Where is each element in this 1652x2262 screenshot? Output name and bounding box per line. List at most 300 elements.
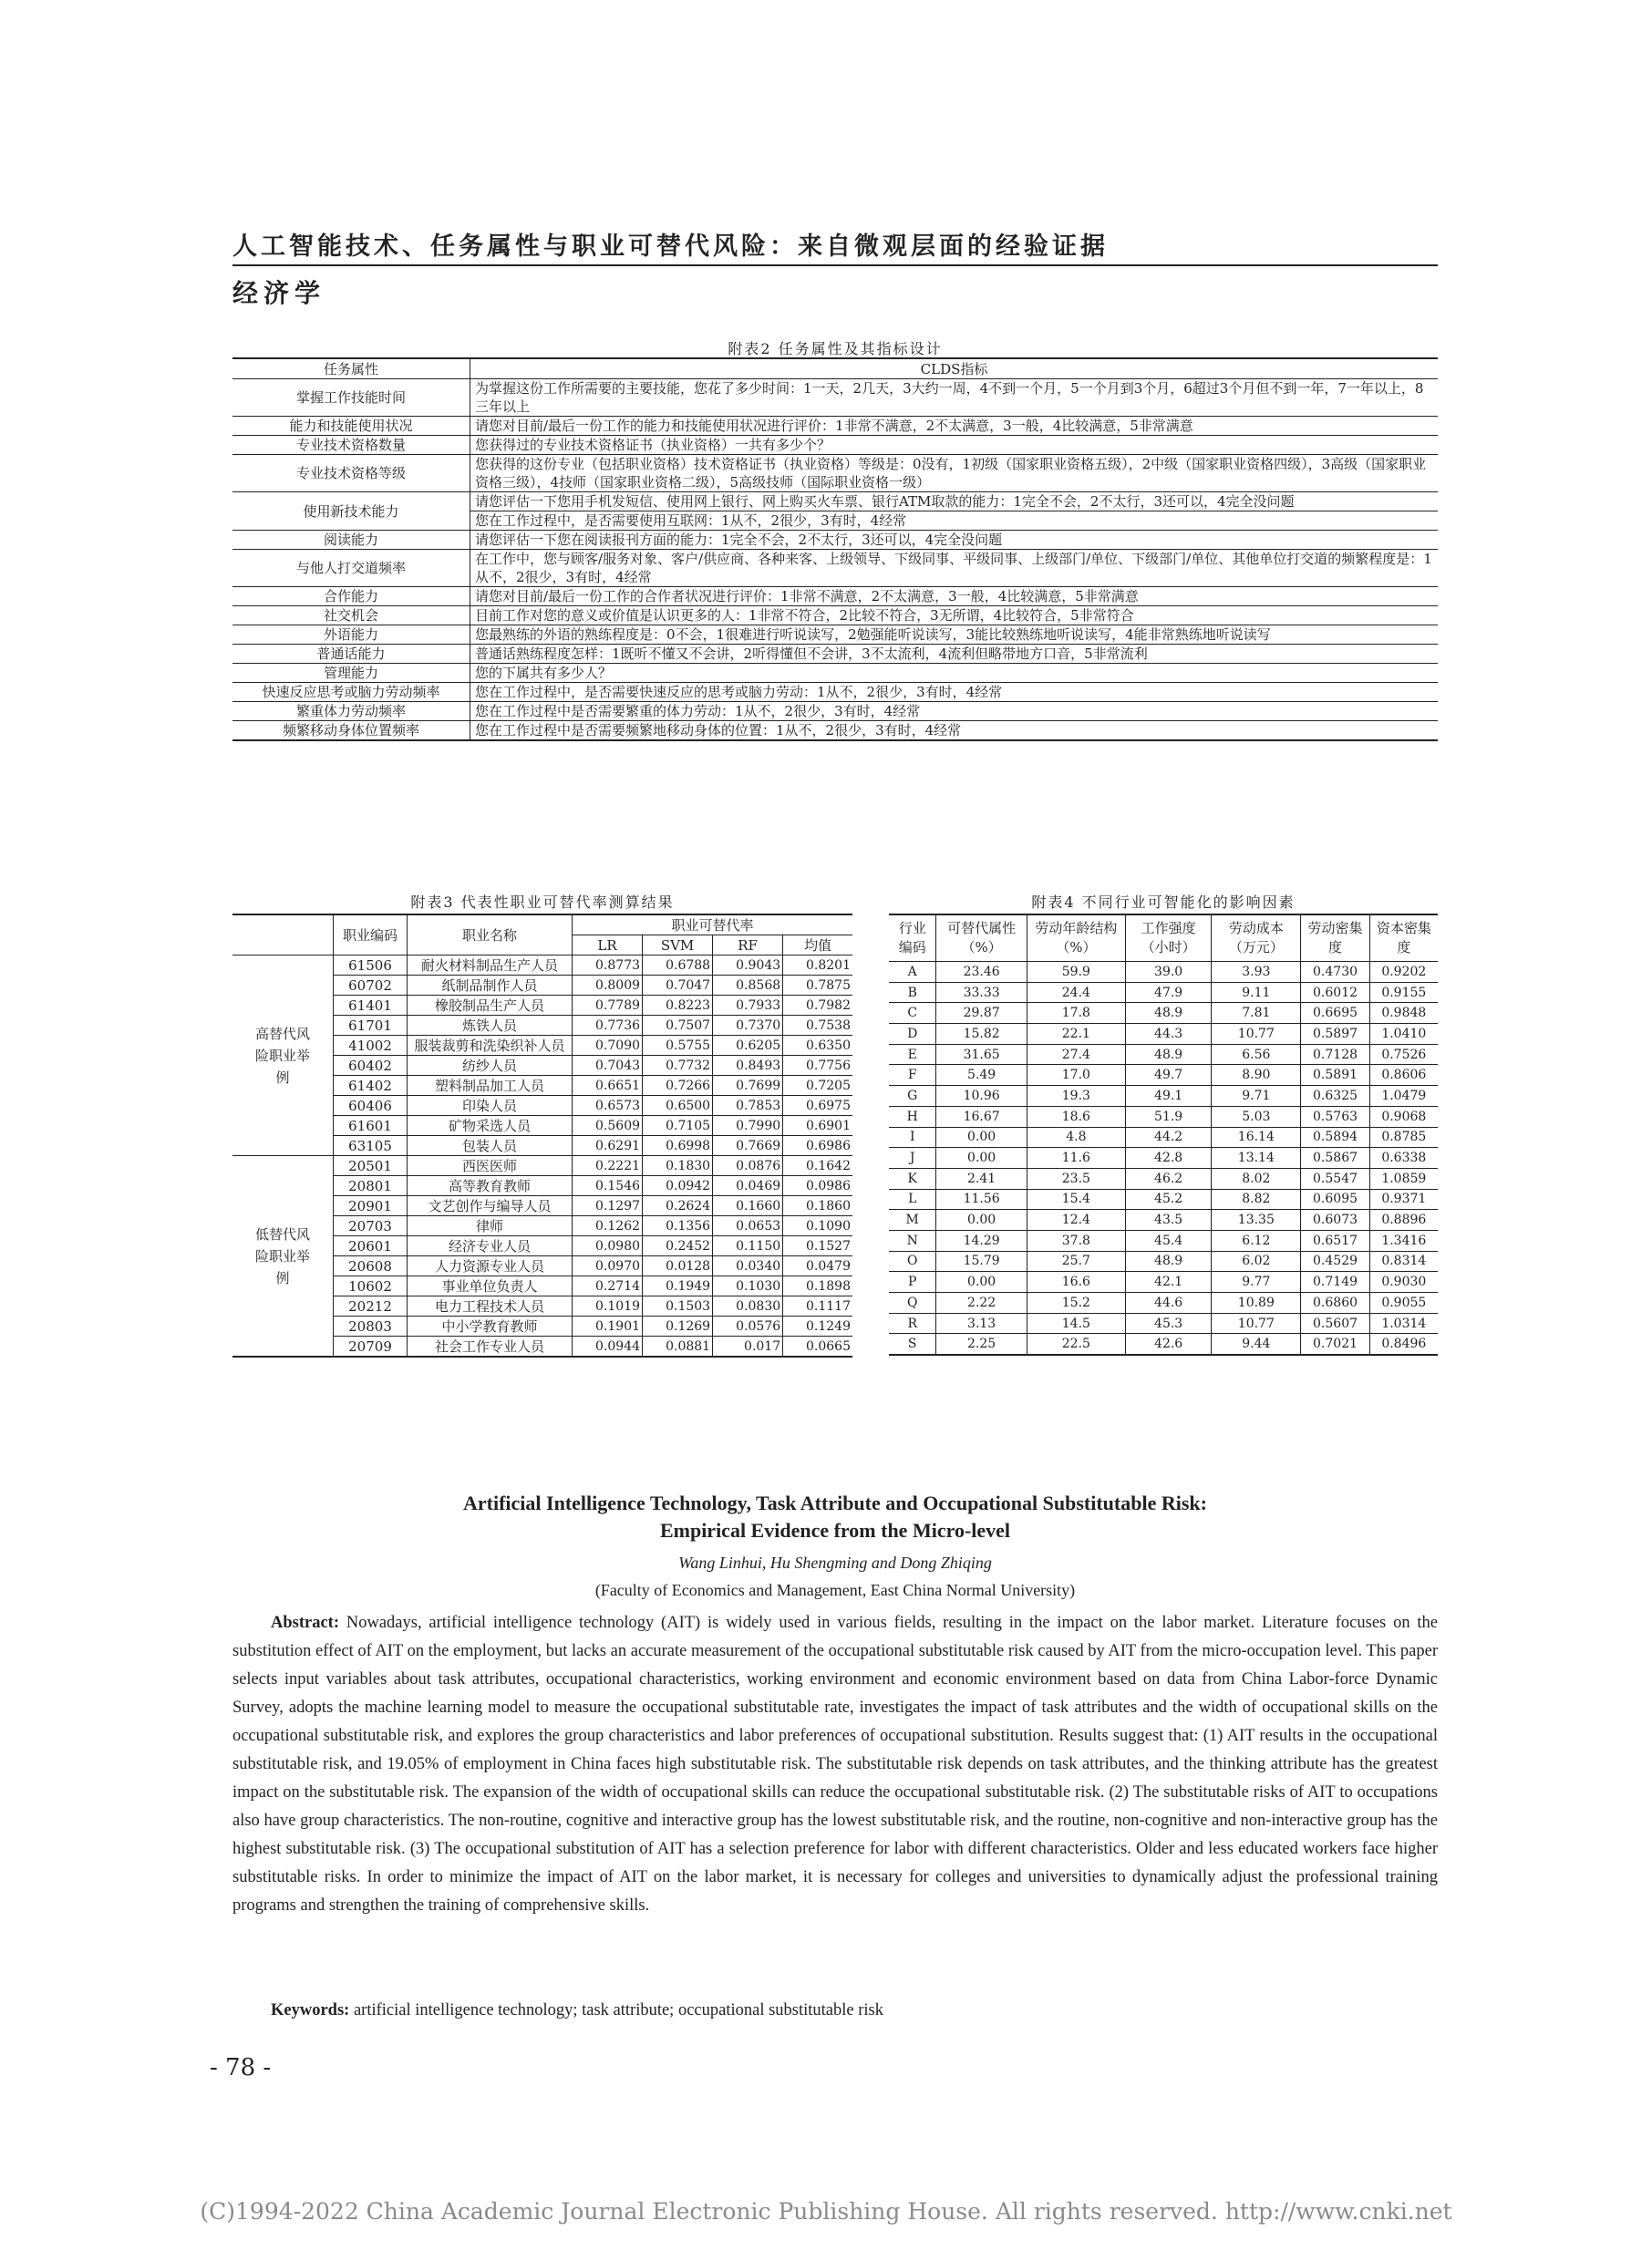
table4-cell: 0.7021 [1301,1334,1369,1355]
table4-cell: 13.14 [1212,1148,1301,1169]
table3-rate-cell: 0.7982 [783,996,852,1016]
table4-cell: 10.89 [1212,1293,1301,1314]
table4-cell: 9.71 [1212,1086,1301,1107]
table4-cell: 45.3 [1125,1313,1211,1334]
table2-caption: 附表2 任务属性及其指标设计 [728,340,943,357]
page-number: - 78 - [210,2054,272,2081]
table3-rate-cell: 0.7732 [643,1056,713,1076]
table2-attr-cell: 社交机会 [232,606,470,625]
table3-rate-cell: 0.7205 [783,1076,852,1096]
table3-row [232,1156,852,1176]
table2-indicator-cell: 在工作中，您与顾客/服务对象、客户/供应商、各种来客、上级领导、下级同事、平级同事、上级部门/单位、下级部门/单位、其他单位打交道的频繁程度是：1从不，2很少，3有时，4经常 [470,550,1439,587]
table3-header-name: 职业名称 [408,914,573,955]
table4-cell: 14.29 [936,1230,1027,1251]
table4-row [889,1251,1438,1272]
table4-cell: 9.77 [1212,1272,1301,1293]
table4-row [889,1272,1438,1293]
table3-rate-cell: 0.0970 [573,1256,643,1276]
table3-rate-cell: 0.1019 [573,1296,643,1317]
table4-cell: 10.77 [1212,1024,1301,1045]
table4-caption: 附表4 不同行业可智能化的影响因素 [1031,893,1296,911]
table3-code-cell: 61506 [334,955,408,976]
table4-cell: 1.0314 [1369,1313,1438,1334]
table4-cell: 0.8314 [1369,1251,1438,1272]
table2-row [232,683,1438,702]
table2-indicator-cell: 您在工作过程中是否需要繁重的体力劳动：1从不，2很少，3有时，4经常 [470,702,1439,721]
table4-row [889,982,1438,1003]
table4-cell: L [889,1189,936,1210]
table3-subheader: SVM [643,935,713,955]
table3-subheader: 均值 [783,935,852,955]
table2-attr-cell: 与他人打交道频率 [232,550,470,587]
table4-cell: 0.9371 [1369,1189,1438,1210]
table4-cell: 48.9 [1125,1044,1211,1065]
table2-row [232,587,1438,606]
table3-header-blank [232,914,334,955]
table2-row [232,417,1438,436]
table4-cell: 0.5891 [1301,1065,1369,1086]
table3-rate-cell: 0.1090 [783,1216,852,1236]
table4-cell: 3.13 [936,1313,1027,1334]
table4-cell: 51.9 [1125,1106,1211,1127]
table3-rate-cell: 0.1150 [713,1236,783,1256]
table3-rate-cell: 0.0881 [643,1337,713,1358]
table4-cell: 48.9 [1125,1251,1211,1272]
table4-cell: P [889,1272,936,1293]
table2-row [232,455,1438,492]
table4-cell: 31.65 [936,1044,1027,1065]
table4-cell: 0.4730 [1301,962,1369,983]
table4-cell: 44.2 [1125,1127,1211,1148]
table2-indicator-cell: 您在工作过程中是否需要频繁地移动身体的位置：1从不，2很少，3有时，4经常 [470,721,1439,741]
table2-indicator-cell: 您在工作过程中，是否需要使用互联网：1从不，2很少，3有时，4经常 [470,511,1439,531]
table3-rate-cell: 0.0653 [713,1216,783,1236]
table3-code-cell: 20703 [334,1216,408,1236]
table4-cell: 44.3 [1125,1024,1211,1045]
table2-header-attr: 任务属性 [232,358,470,379]
english-authors: Wang Linhui, Hu Shengming and Dong Zhiqing [678,1554,992,1572]
table2-attr-cell: 使用新技术能力 [232,492,470,531]
table2-indicator-cell: 您获得的这份专业（包括职业资格）技术资格证书（执业资格）等级是：0没有，1初级（国家职业资格五级），2中级（国家职业资格四级），3高级（国家职业资格三级），4技师（国家职业资格二级），5高级技师（国际职业资格一级） [470,455,1439,492]
table4-row [889,1065,1438,1086]
table4-row [889,1106,1438,1127]
table3-code-cell: 20501 [334,1156,408,1176]
table4-cell: M [889,1210,936,1231]
table4-cell: 8.02 [1212,1168,1301,1189]
table3-rate-cell: 0.0665 [783,1337,852,1358]
table4-cell: 0.5607 [1301,1313,1369,1334]
table3-rate-cell: 0.2452 [643,1236,713,1256]
running-header-title: 人工智能技术、任务属性与职业可替代风险：来自微观层面的经验证据 [232,232,1109,261]
table4-cell: 0.00 [936,1127,1027,1148]
table3-rate-cell: 0.017 [713,1337,783,1358]
table3-rate-cell: 0.0830 [713,1296,783,1317]
table4-cell: 12.4 [1027,1210,1125,1231]
table4-row [889,1168,1438,1189]
table4-cell: 1.0859 [1369,1168,1438,1189]
abstract-label: Abstract: [271,1614,340,1632]
table4-header-cell: 工作强度（小时） [1125,914,1211,962]
table4-cell: E [889,1044,936,1065]
table3-rate-cell: 0.1546 [573,1176,643,1196]
table3-code-cell: 20709 [334,1337,408,1358]
table3-rate-cell: 0.2714 [573,1276,643,1296]
table2-header-clds: CLDS指标 [470,358,1439,379]
table3-name-cell: 塑料制品加工人员 [408,1076,573,1096]
table3-rate-cell: 0.5609 [573,1116,643,1136]
table4-cell: 15.79 [936,1251,1027,1272]
table3-name-cell: 纸制品制作人员 [408,976,573,996]
table4-cell: 49.7 [1125,1065,1211,1086]
table4-cell: 42.1 [1125,1272,1211,1293]
table3-row [232,955,852,976]
table3-rate-cell: 0.1297 [573,1196,643,1216]
table4-header-cell: 劳动密集度 [1301,914,1369,962]
table2-indicator-cell: 请您评估一下您在阅读报刊方面的能力：1完全不会，2不太行，3还可以，4完全没问题 [470,531,1439,550]
table4-cell: 27.4 [1027,1044,1125,1065]
table3-rate-cell: 0.1527 [783,1236,852,1256]
header-rule [232,264,1438,266]
table4-row [889,1086,1438,1107]
table4-cell: 0.5867 [1301,1148,1369,1169]
table2-indicator-cell: 您最熟练的外语的熟练程度是：0不会，1很难进行听说读写，2勉强能听说读写，3能比较熟练地听说读写，4能非常熟练地听说读写 [470,625,1439,645]
keywords-label: Keywords: [271,2001,350,2019]
table3-rate-cell: 0.1830 [643,1156,713,1176]
table3-name-cell: 高等教育教师 [408,1176,573,1196]
table3-rate-cell: 0.6573 [573,1096,643,1116]
english-title-line2: Empirical Evidence from the Micro-level [659,1519,1011,1542]
table2 [232,357,1438,741]
table4-cell: 0.8606 [1369,1065,1438,1086]
table3-rate-cell: 0.0479 [783,1256,852,1276]
table4-cell: 24.4 [1027,982,1125,1003]
table4-header-cell: 可替代属性（%） [936,914,1027,962]
table3-rate-cell: 0.5755 [643,1036,713,1056]
table3-name-cell: 橡胶制品生产人员 [408,996,573,1016]
table3-rate-cell: 0.8568 [713,976,783,996]
table3-rate-cell: 0.6651 [573,1076,643,1096]
table4-cell: 48.9 [1125,1003,1211,1024]
table3-rate-cell: 0.6350 [783,1036,852,1056]
abstract-paragraph [232,1609,1438,1920]
table4-cell: 0.00 [936,1210,1027,1231]
table3-rate-cell: 0.7090 [573,1036,643,1056]
table3-code-cell: 20803 [334,1317,408,1337]
table3-code-cell: 60402 [334,1056,408,1076]
table4-cell: D [889,1024,936,1045]
table4-cell: 0.6012 [1301,982,1369,1003]
table4-cell: 0.6860 [1301,1293,1369,1314]
table3-name-cell: 中小学教育教师 [408,1317,573,1337]
table3-code-cell: 60702 [334,976,408,996]
table3-code-cell: 63105 [334,1136,408,1156]
table4-cell: 23.46 [936,962,1027,983]
table4-cell: 11.6 [1027,1148,1125,1169]
table4-cell: 0.5897 [1301,1024,1369,1045]
table3-rate-cell: 0.1356 [643,1216,713,1236]
table4-row [889,1334,1438,1355]
table4-cell: 0.9202 [1369,962,1438,983]
table4-cell: 7.81 [1212,1003,1301,1024]
table4-cell: 0.8896 [1369,1210,1438,1231]
table3-rate-cell: 0.0980 [573,1236,643,1256]
table3-rate-cell: 0.7875 [783,976,852,996]
table3-rate-cell: 0.9043 [713,955,783,976]
table2-row [232,606,1438,625]
table3-name-cell: 服装裁剪和洗染织补人员 [408,1036,573,1056]
table3-rate-cell: 0.2624 [643,1196,713,1216]
table3-rate-cell: 0.6998 [643,1136,713,1156]
table4-cell: 39.0 [1125,962,1211,983]
table4-cell: 16.6 [1027,1272,1125,1293]
table3-subheader: RF [713,935,783,955]
table4-cell: I [889,1127,936,1148]
table2-row [232,436,1438,455]
table4-cell: 23.5 [1027,1168,1125,1189]
table2-row [232,645,1438,664]
table3-rate-cell: 0.0576 [713,1317,783,1337]
table3-rate-cell: 0.8009 [573,976,643,996]
table4-cell: 43.5 [1125,1210,1211,1231]
table4-cell: 1.3416 [1369,1230,1438,1251]
table3-group-label: 高替代风险职业举例 [232,955,334,1156]
table4-cell: 47.9 [1125,982,1211,1003]
table4-cell: 37.8 [1027,1230,1125,1251]
table3-rate-cell: 0.0986 [783,1176,852,1196]
table4-cell: 0.9030 [1369,1272,1438,1293]
table3-rate-cell: 0.1503 [643,1296,713,1317]
table4-cell: 0.8785 [1369,1127,1438,1148]
table4-cell: 0.00 [936,1272,1027,1293]
table2-attr-cell: 外语能力 [232,625,470,645]
table3-rate-cell: 0.8201 [783,955,852,976]
table4-cell: 0.7526 [1369,1044,1438,1065]
table3-rate-cell: 0.7538 [783,1016,852,1036]
table4-row [889,1313,1438,1334]
table3-rate-cell: 0.7043 [573,1056,643,1076]
table3-rate-cell: 0.8223 [643,996,713,1016]
table4-cell: 42.6 [1125,1334,1211,1355]
table2-attr-cell: 繁重体力劳动频率 [232,702,470,721]
table2-indicator-cell: 您在工作过程中，是否需要快速反应的思考或脑力劳动：1从不，2很少，3有时，4经常 [470,683,1439,702]
table4-cell: 9.11 [1212,982,1301,1003]
table3-name-cell: 西医医师 [408,1156,573,1176]
table4-header-cell: 劳动成本（万元） [1212,914,1301,962]
table4-cell: N [889,1230,936,1251]
table3-name-cell: 律师 [408,1216,573,1236]
table2-attr-cell: 阅读能力 [232,531,470,550]
table3-rate-cell: 0.0340 [713,1256,783,1276]
table4-row [889,1230,1438,1251]
table4-cell: 59.9 [1027,962,1125,983]
table4-cell: 46.2 [1125,1168,1211,1189]
table4-row [889,1210,1438,1231]
table3-rate-cell: 0.7699 [713,1076,783,1096]
table3-code-cell: 20601 [334,1236,408,1256]
table4-cell: 0.5547 [1301,1168,1369,1189]
table4-cell: 2.22 [936,1293,1027,1314]
table2-indicator-cell: 为掌握这份工作所需要的主要技能，您花了多少时间：1一天，2几天，3大约一周，4不到一个月，5一个月到3个月，6超过3个月但不到一年，7一年以上，8三年以上 [470,379,1439,417]
table4-row [889,1293,1438,1314]
table3-rate-cell: 0.1269 [643,1317,713,1337]
table4-cell: 6.56 [1212,1044,1301,1065]
table3-code-cell: 61601 [334,1116,408,1136]
table4-cell: 14.5 [1027,1313,1125,1334]
table2-row [232,379,1438,417]
table4-cell: 22.5 [1027,1334,1125,1355]
table3-name-cell: 耐火材料制品生产人员 [408,955,573,976]
table2-row [232,702,1438,721]
table4-cell: 17.8 [1027,1003,1125,1024]
table3-rate-cell: 0.6291 [573,1136,643,1156]
table2-indicator-cell: 请您评估一下您用手机发短信、使用网上银行、网上购买火车票、银行ATM取款的能力：1完全不会，2不太行，3还可以，4完全没问题 [470,492,1439,511]
table4-cell: 2.25 [936,1334,1027,1355]
keywords-line [271,2001,883,2020]
table4-cell: 0.9068 [1369,1106,1438,1127]
table3-rate-cell: 0.7105 [643,1116,713,1136]
table2-row [232,492,1438,511]
table4-cell: 10.96 [936,1086,1027,1107]
table3-code-cell: 61402 [334,1076,408,1096]
table2-attr-cell: 专业技术资格等级 [232,455,470,492]
table4-cell: C [889,1003,936,1024]
table3-rate-cell: 0.1262 [573,1216,643,1236]
table3-name-cell: 炼铁人员 [408,1016,573,1036]
table4-cell: 5.49 [936,1065,1027,1086]
table3-header-code: 职业编码 [334,914,408,955]
table4-cell: 0.7149 [1301,1272,1369,1293]
table3-rate-cell: 0.2221 [573,1156,643,1176]
table4-cell: 22.1 [1027,1024,1125,1045]
table4-cell: 5.03 [1212,1106,1301,1127]
table3-name-cell: 经济专业人员 [408,1236,573,1256]
table4-cell: 29.87 [936,1003,1027,1024]
table2-attr-cell: 快速反应思考或脑力劳动频率 [232,683,470,702]
table4-header-cell: 行业编码 [889,914,936,962]
table3-rate-cell: 0.7507 [643,1016,713,1036]
table4-cell: 15.2 [1027,1293,1125,1314]
table2-indicator-cell: 目前工作对您的意义或价值是认识更多的人：1非常不符合，2比较不符合，3无所谓，4比较符合，5非常符合 [470,606,1439,625]
table3-rate-cell: 0.7669 [713,1136,783,1156]
table4-cell: 8.82 [1212,1189,1301,1210]
table2-attr-cell: 管理能力 [232,664,470,683]
table4-cell: 2.41 [936,1168,1027,1189]
table3-rate-cell: 0.0944 [573,1337,643,1358]
table3-rate-cell: 0.0942 [643,1176,713,1196]
table3-code-cell: 61701 [334,1016,408,1036]
table3-rate-cell: 0.0876 [713,1156,783,1176]
table3-caption: 附表3 代表性职业可替代率测算结果 [410,893,675,911]
table4-cell: 45.2 [1125,1189,1211,1210]
table3-rate-cell: 0.7853 [713,1096,783,1116]
table2-row [232,531,1438,550]
table4-cell: 11.56 [936,1189,1027,1210]
table3-rate-cell: 0.1898 [783,1276,852,1296]
table3-header-group: 职业可替代率 [573,914,853,935]
table3-code-cell: 20212 [334,1296,408,1317]
table4-cell: 9.44 [1212,1334,1301,1355]
table4-cell: H [889,1106,936,1127]
table4-cell: 49.1 [1125,1086,1211,1107]
table2-attr-cell: 频繁移动身体位置频率 [232,721,470,741]
table3-name-cell: 电力工程技术人员 [408,1296,573,1317]
table4-cell: 15.4 [1027,1189,1125,1210]
table4-cell: 0.6095 [1301,1189,1369,1210]
table3-name-cell: 包装人员 [408,1136,573,1156]
table4-cell: F [889,1065,936,1086]
table3-rate-cell: 0.1030 [713,1276,783,1296]
table4-cell: K [889,1168,936,1189]
table4-cell: 8.90 [1212,1065,1301,1086]
table4-row [889,1148,1438,1169]
table3-code-cell: 20801 [334,1176,408,1196]
table4-cell: 16.14 [1212,1127,1301,1148]
table4-cell: 0.5894 [1301,1127,1369,1148]
table4-cell: 1.0410 [1369,1024,1438,1045]
table3-rate-cell: 0.0469 [713,1176,783,1196]
table3-rate-cell: 0.6500 [643,1096,713,1116]
table3-name-cell: 文艺创作与编导人员 [408,1196,573,1216]
table3-rate-cell: 0.7370 [713,1016,783,1036]
table4-cell: 0.9055 [1369,1293,1438,1314]
table4-row [889,962,1438,983]
table3-rate-cell: 0.1642 [783,1156,852,1176]
table3-name-cell: 纺纱人员 [408,1056,573,1076]
table4-row [889,1003,1438,1024]
table3-name-cell: 社会工作专业人员 [408,1337,573,1358]
table2-attr-cell: 专业技术资格数量 [232,436,470,455]
table3-rate-cell: 0.7266 [643,1076,713,1096]
table4-cell: 0.6338 [1369,1148,1438,1169]
table4-cell: 0.7128 [1301,1044,1369,1065]
table4-cell: O [889,1251,936,1272]
english-affiliation: (Faculty of Economics and Management, East China Normal University) [594,1581,1076,1599]
table4-cell: 17.0 [1027,1065,1125,1086]
table3-code-cell: 20608 [334,1256,408,1276]
table2-indicator-cell: 普通话熟练程度怎样：1既听不懂又不会讲，2听得懂但不会讲，3不太流利，4流利但略带地方口音，5非常流利 [470,645,1439,664]
table4-cell: 44.6 [1125,1293,1211,1314]
table4-cell: G [889,1086,936,1107]
table4-cell: Q [889,1293,936,1314]
table3-rate-cell: 0.8493 [713,1056,783,1076]
table3-subheader: LR [573,935,643,955]
table3-name-cell: 人力资源专业人员 [408,1256,573,1276]
table4-row [889,1044,1438,1065]
table3-rate-cell: 0.0128 [643,1256,713,1276]
table2-row [232,625,1438,645]
english-title-line1: Artificial Intelligence Technology, Task Attribute and Occupational Substitutable Risk: [463,1492,1207,1514]
table4-cell: 0.6325 [1301,1086,1369,1107]
table3-code-cell: 10602 [334,1276,408,1296]
table4-cell: 25.7 [1027,1251,1125,1272]
table3 [232,914,852,1358]
table2-attr-cell: 合作能力 [232,587,470,606]
table3-rate-cell: 0.7789 [573,996,643,1016]
table2-row [232,664,1438,683]
table3-rate-cell: 0.1949 [643,1276,713,1296]
table4-cell: 6.02 [1212,1251,1301,1272]
table4-cell: 13.35 [1212,1210,1301,1231]
table4-cell: 6.12 [1212,1230,1301,1251]
table2-attr-cell: 普通话能力 [232,645,470,664]
table3-name-cell: 事业单位负责人 [408,1276,573,1296]
table4-cell: 0.4529 [1301,1251,1369,1272]
table3-rate-cell: 0.6986 [783,1136,852,1156]
table4 [889,914,1438,1356]
table4-row [889,1127,1438,1148]
table3-rate-cell: 0.6205 [713,1036,783,1056]
copyright-footer: (C)1994-2022 China Academic Journal Electronic Publishing House. All rights reserved. http://www.cnki.net [200,2198,1452,2225]
